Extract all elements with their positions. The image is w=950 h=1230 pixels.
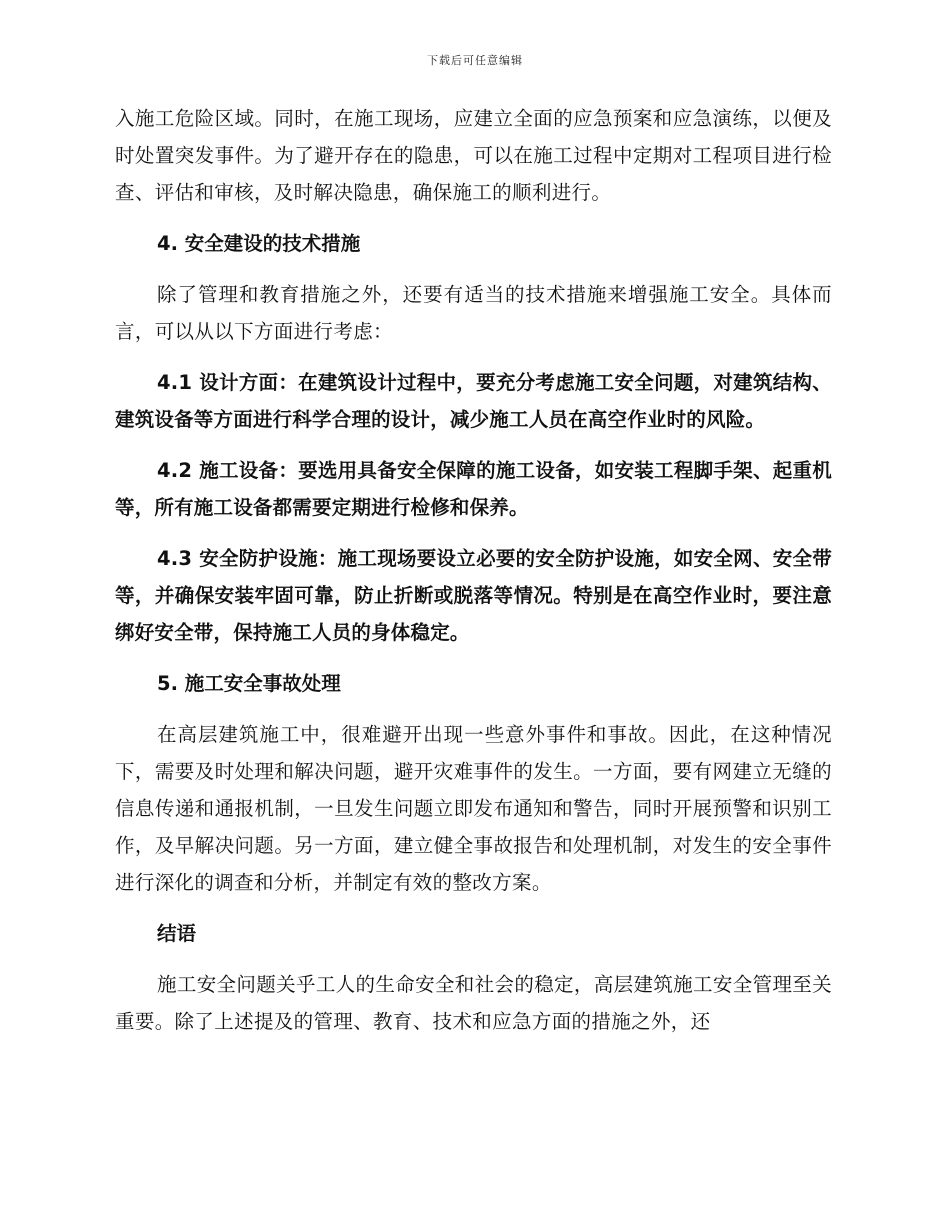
section-heading-conclusion: 结语: [157, 922, 197, 945]
section-heading-4: 4. 安全建设的技术措施: [157, 232, 361, 255]
paragraph-4-3-protection: 4.3 安全防护设施：施工现场要设立必要的安全防护设施，如安全网、安全带等，并确保安装牢固可靠，防止折断或脱落等情况。特别是在高空作业时，要注意绑好安全带，保持施工人员的身体稳定。: [115, 547, 832, 644]
page-header: 下载后可任意编辑: [427, 54, 523, 67]
paragraph-4-1-design: 4.1 设计方面：在建筑设计过程中，要充分考虑施工安全问题，对建筑结构、建筑设备等方面进行科学合理的设计，减少施工人员在高空作业时的风险。: [115, 371, 832, 431]
section-heading-5: 5. 施工安全事故处理: [157, 672, 341, 695]
paragraph-accident-handling: 在高层建筑施工中，很难避开出现一些意外事件和事故。因此，在这种情况下，需要及时处理和解决问题，避开灾难事件的发生。一方面，要有网建立无缝的信息传递和通报机制，一旦发生问题立即发布通知和警告，同时开展预警和识别工作，及早解决问题。另一方面，建立健全事故报告和处理机制，对发生的安全事件进行深化的调查和分析，并制定有效的整改方案。: [115, 723, 832, 894]
paragraph-continuation: 入施工危险区域。同时，在施工现场，应建立全面的应急预案和应急演练，以便及时处置突发事件。为了避开存在的隐患，可以在施工过程中定期对工程项目进行检查、评估和审核，及时解决隐患，确保施工的顺利进行。: [115, 107, 832, 204]
document-body: [115, 100, 832, 1054]
paragraph-conclusion: 施工安全问题关乎工人的生命安全和社会的稳定，高层建筑施工安全管理至关重要。除了上述提及的管理、教育、技术和应急方面的措施之外，还: [115, 973, 832, 1033]
paragraph-4-2-equipment: 4.2 施工设备：要选用具备安全保障的施工设备，如安装工程脚手架、起重机等，所有施工设备都需要定期进行检修和保养。: [115, 459, 832, 519]
paragraph-tech-intro: 除了管理和教育措施之外，还要有适当的技术措施来增强施工安全。具体而言，可以从以下方面进行考虑：: [115, 283, 832, 343]
